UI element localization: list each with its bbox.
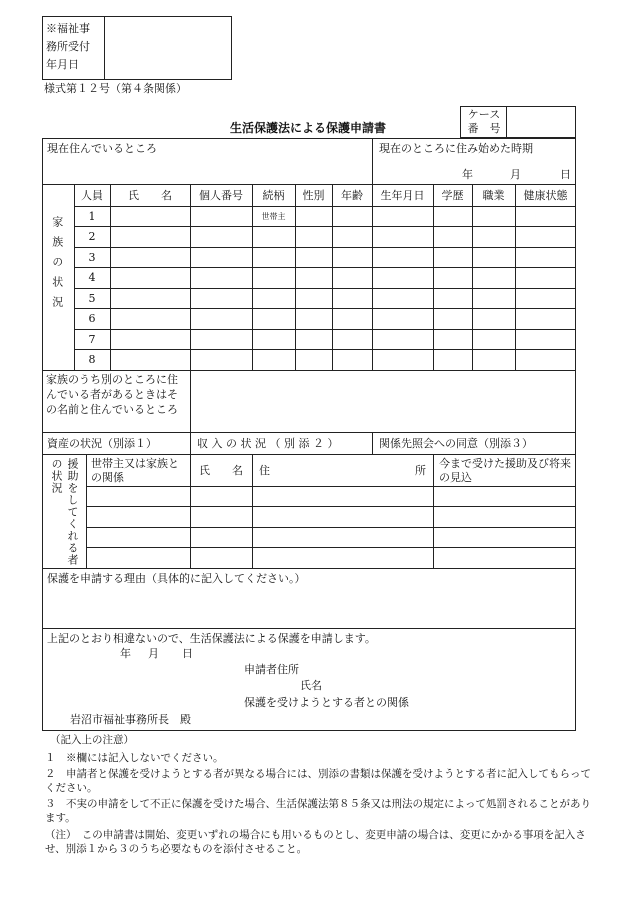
declaration-month: 月 [148, 647, 159, 660]
form-id: 様式第１２号（第４条関係） [44, 82, 187, 95]
separate-residence-label: 家族のうち別のところに住んでいる者があるときはその名前と住んでいるところ [46, 373, 178, 416]
row-number: 8 [88, 353, 96, 366]
header-personal-number: 個人番号 [199, 189, 243, 202]
reason-label: 保護を申請する理由（具体的に記入してください。） [47, 572, 306, 585]
support-status-label: 援助をしてくれる者の状況 [50, 458, 79, 566]
header-name: 氏 名 [128, 189, 172, 202]
row-number: 3 [88, 251, 96, 264]
note-4: （注） この申請書は開始、変更いずれの場合にも用いるものとし、変更申請の場合は、変更にかかる事項を記入させ、別添１から３のうち必要なものを添付させること。 [45, 829, 586, 856]
income-label: 収 入 の 状 況 （ 別 添 ２ ） [197, 437, 339, 450]
note-3: ３ 不実の申請をして不正に保護を受けた場合、生活保護法第８５条又は刑法の規定によって処罰されることがあります。 [45, 798, 591, 825]
row-number: 7 [88, 333, 96, 346]
header-birthdate: 生年月日 [380, 189, 425, 202]
row-number: 6 [88, 312, 96, 325]
addressee: 岩沼市福祉事務所長 殿 [70, 713, 191, 726]
support-history-header: 今まで受けた援助及び将来の見込 [439, 457, 571, 484]
declaration-text: 上記のとおり相違ないので、生活保護法による保護を申請します。 [47, 632, 376, 645]
notes-heading: （記入上の注意） [50, 734, 134, 746]
header-occupation: 職業 [482, 189, 505, 202]
form-title: 生活保護法による保護申請書 [230, 121, 387, 135]
header-education: 学歴 [441, 189, 464, 202]
head-of-household-mark: 世帯主 [261, 212, 286, 221]
office-receipt-label: ※福祉事 務所受付 年月日 [46, 22, 90, 71]
row-number: 5 [88, 292, 96, 305]
since-month: 月 [510, 168, 521, 181]
header-age: 年齢 [341, 189, 363, 202]
consent-label: 関係先照会への同意（別添３） [379, 437, 533, 450]
row-number: 2 [88, 230, 96, 243]
applicant-relation-label: 保護を受けようとする者との関係 [244, 696, 409, 709]
applicant-address-label: 申請者住所 [244, 663, 299, 676]
support-name-header: 氏 名 [199, 464, 243, 477]
header-members: 人員 [81, 189, 103, 202]
since-year: 年 [462, 168, 473, 181]
row-number: 1 [88, 210, 96, 223]
since-label: 現在のところに住み始めた時期 [379, 142, 533, 155]
header-sex: 性別 [302, 189, 325, 202]
row-number: 4 [88, 271, 96, 284]
family-status-label: 家族の状況 [50, 216, 64, 316]
since-day: 日 [560, 168, 571, 181]
declaration-year: 年 [120, 647, 131, 660]
header-relation: 続柄 [262, 189, 285, 202]
support-address-header-right: 所 [415, 464, 426, 477]
note-1: １ ※欄には記入しないでください。 [45, 752, 224, 764]
support-relation-header: 世帯主又は家族との関係 [91, 457, 179, 484]
note-2: ２ 申請者と保護を受けようとする者が異なる場合には、別添の書類は保護を受けようとする者に記入してもらってください。 [45, 768, 591, 795]
case-number-label: ケース 番 号 [467, 108, 501, 135]
support-address-header-left: 住 [259, 464, 270, 477]
address-label: 現在住んでいるところ [47, 142, 157, 155]
declaration-day: 日 [182, 647, 193, 660]
applicant-name-label: 氏名 [300, 679, 322, 692]
assets-label: 資産の状況（別添１） [47, 437, 157, 450]
header-health: 健康状態 [523, 189, 568, 202]
